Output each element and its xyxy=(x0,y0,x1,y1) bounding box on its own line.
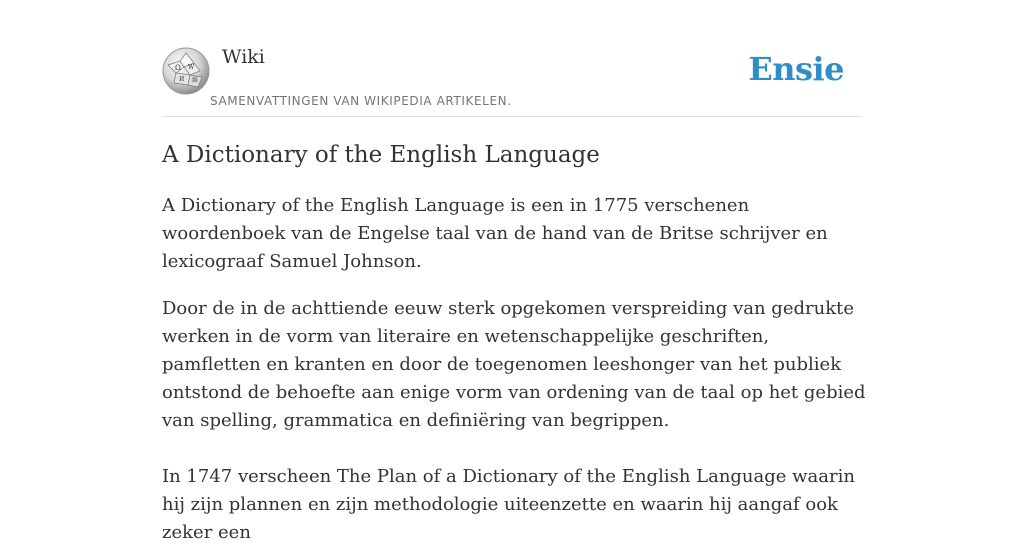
article-title: A Dictionary of the English Language xyxy=(162,142,600,168)
svg-text:維: 維 xyxy=(192,77,199,84)
brand-name-link[interactable]: Wiki xyxy=(222,46,265,68)
site-tagline: SAMENVATTINGEN VAN WIKIPEDIA ARTIKELEN. xyxy=(210,94,512,108)
wikipedia-globe-icon[interactable] xyxy=(162,47,210,95)
svg-text:W: W xyxy=(188,64,195,71)
article-paragraph-1: A Dictionary of the English Language is een in 1775 verschenen woordenboek van de Engelse taal van de hand van de Britse schrijver en lexicograaf Samuel Johnson. xyxy=(162,195,828,272)
article-paragraph-3: In 1747 verscheen The Plan of a Dictionary of the English Language waarin hij zijn plannen en zijn methodologie uiteenzette en waarin hij aangaf ook zeker een xyxy=(162,466,855,543)
ensie-logo-link[interactable]: Ensie xyxy=(748,50,844,88)
site-header xyxy=(162,0,862,117)
svg-text:Ω: Ω xyxy=(175,64,181,72)
article-paragraph-2: Door de in de achttiende eeuw sterk opgekomen verspreiding van gedrukte werken in de vorm van literaire en wetenschappelijke geschriften, pamfletten en kranten en door de toegenomen leeshonger van het publiek ontstond de behoefte aan enige vorm van ordening van de taal op het gebied van spelling, grammatica en definiëring van begrippen. xyxy=(162,298,866,431)
article-content xyxy=(162,116,866,547)
svg-text:И: И xyxy=(179,76,185,83)
